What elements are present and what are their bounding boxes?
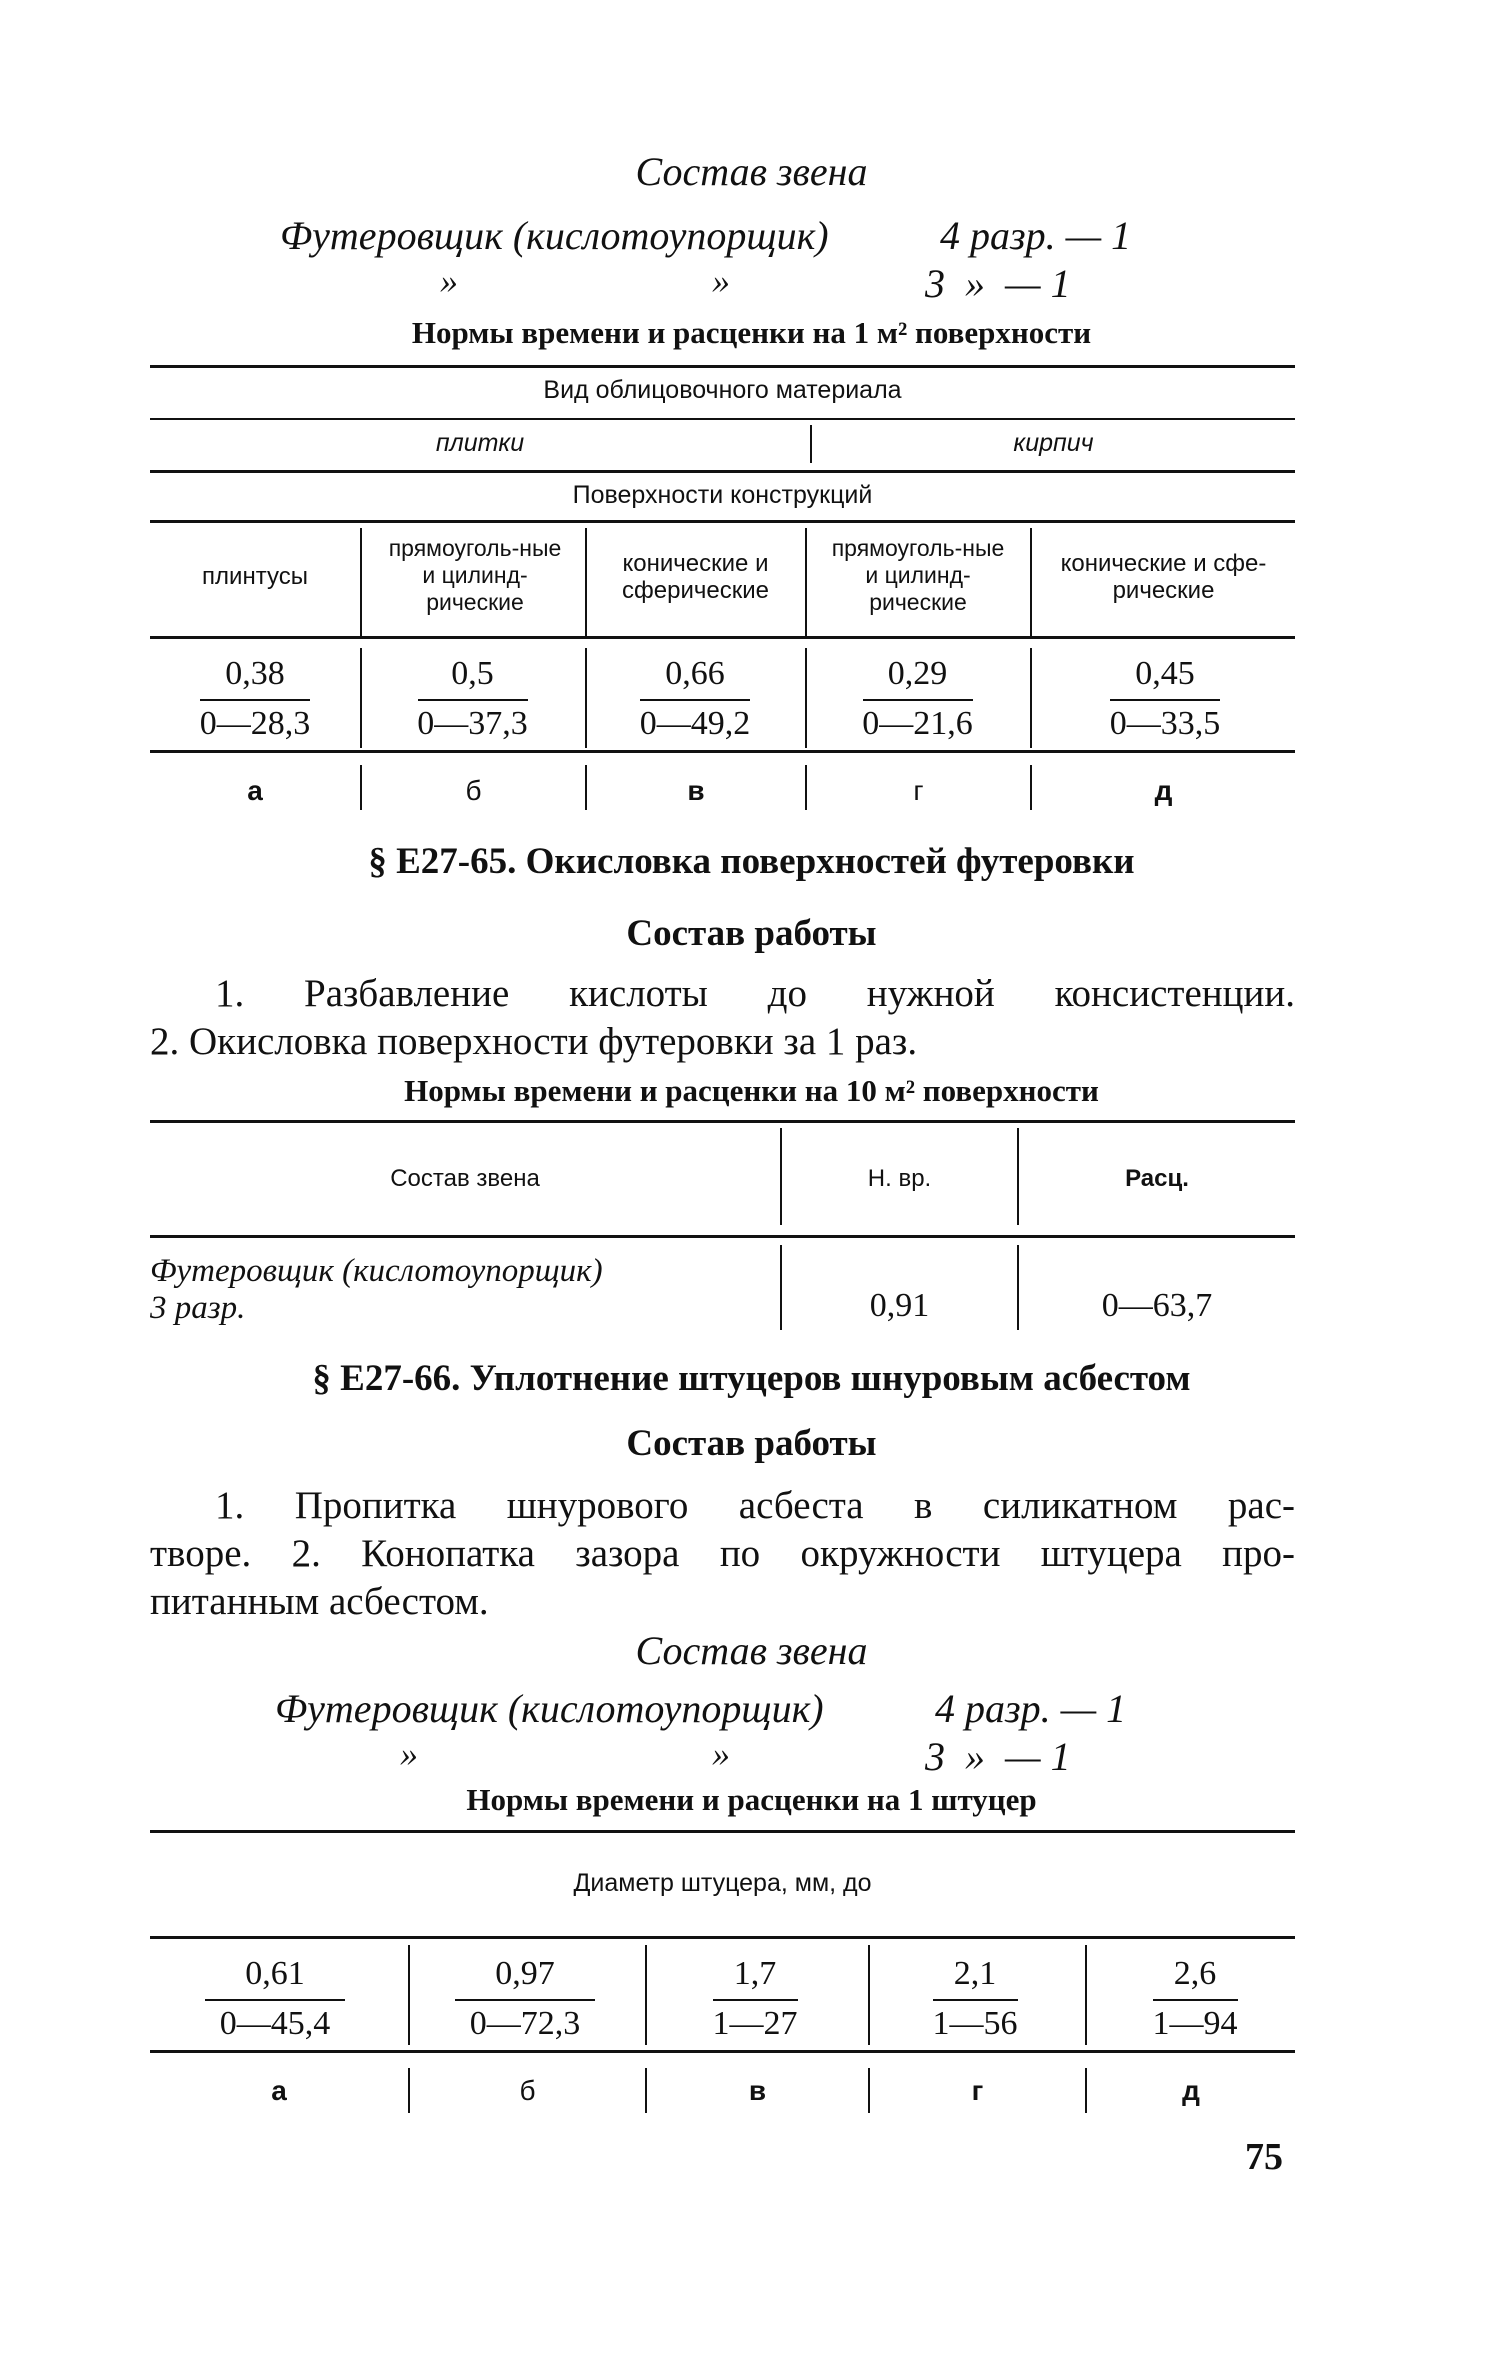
table1-vline-9 bbox=[360, 765, 362, 810]
crew2-line-2-ditto-1: » bbox=[400, 1734, 418, 1774]
table3-vline-6 bbox=[645, 2068, 647, 2113]
table3-vline-5 bbox=[408, 2068, 410, 2113]
table1-vline-11 bbox=[805, 765, 807, 810]
table1-rate-c: 0—49,2 bbox=[639, 705, 751, 742]
table1-rule-2 bbox=[150, 418, 1295, 420]
table1-top-rule bbox=[150, 365, 1295, 368]
table1-group-tiles: плитки bbox=[435, 429, 525, 457]
table1-norm-e: 0,45 bbox=[1135, 655, 1195, 692]
table1-vline-7 bbox=[805, 648, 807, 748]
table3-rate-c: 1—27 bbox=[712, 2005, 798, 2042]
work-text-e27-66-line-3: питанным асбестом. bbox=[150, 1580, 489, 1623]
table3-top-rule bbox=[150, 1830, 1295, 1833]
table1-vline-12 bbox=[1030, 765, 1032, 810]
table1-rate-b: 0—37,3 bbox=[417, 705, 528, 742]
table2-rule-2 bbox=[150, 1235, 1295, 1238]
table3-letter-d: г bbox=[971, 2075, 984, 2106]
norms-caption-3: Нормы времени и расценки на 1 штуцер bbox=[466, 1782, 1037, 1817]
table1-value-b bbox=[380, 655, 565, 743]
table1-material-header: Вид облицовочного материала bbox=[543, 376, 902, 404]
table3-value-a bbox=[170, 1955, 380, 2043]
crew2-line-1-left: Футеровщик (кислотоупорщик) bbox=[275, 1686, 824, 1731]
crew2-line-1-right: 4 разр. — 1 bbox=[935, 1686, 1127, 1731]
table1-vline-10 bbox=[585, 765, 587, 810]
table3-letter-e: д bbox=[1182, 2075, 1200, 2106]
table3-vline-7 bbox=[868, 2068, 870, 2113]
table1-letter-c: в bbox=[687, 775, 705, 806]
table1-rule-5 bbox=[150, 636, 1295, 639]
table1-value-a bbox=[170, 655, 340, 743]
work-text-e27-66-line-2: творе. 2. Конопатка зазора по окружности штуцера про- bbox=[150, 1532, 1295, 1575]
crew-line-1-left: Футеровщик (кислотоупорщик) bbox=[280, 213, 829, 258]
table3-rule-3 bbox=[150, 2050, 1295, 2053]
table1-norm-c: 0,66 bbox=[665, 655, 725, 692]
table1-vline-1 bbox=[360, 528, 362, 636]
table1-vline-5 bbox=[360, 648, 362, 748]
crew-title-2: Состав звена bbox=[635, 1628, 868, 1673]
table1-col-header-b: прямоуголь-ные и цилинд-рические bbox=[388, 535, 562, 615]
table2-top-rule bbox=[150, 1120, 1295, 1123]
table3-rate-a: 0—45,4 bbox=[219, 2005, 331, 2042]
table1-norm-b: 0,5 bbox=[451, 655, 494, 692]
table1-vline-2 bbox=[585, 528, 587, 636]
table3-value-e bbox=[1100, 1955, 1290, 2043]
table2-row-worker-line-2: 3 разр. bbox=[150, 1290, 246, 1326]
table3-norm-c: 1,7 bbox=[733, 1955, 777, 1992]
work-text-e27-65-line-2: 2. Окисловка поверхности футеровки за 1 раз. bbox=[150, 1020, 918, 1063]
crew-line-1-right: 4 разр. — 1 bbox=[940, 213, 1132, 258]
table3-vline-2 bbox=[645, 1945, 647, 2045]
table1-letter-a: а bbox=[247, 775, 263, 806]
table1-rate-d: 0—21,6 bbox=[862, 705, 973, 742]
table3-rate-b: 0—72,3 bbox=[469, 2005, 581, 2042]
table3-vline-3 bbox=[868, 1945, 870, 2045]
table2-col-crew: Состав звена bbox=[390, 1165, 540, 1192]
table1-vline-3 bbox=[805, 528, 807, 636]
table2-row-worker-line-1: Футеровщик (кислотоупорщик) bbox=[150, 1253, 603, 1289]
norms-caption-1: Нормы времени и расценки на 1 м² поверхности bbox=[411, 315, 1092, 350]
table3-vline-4 bbox=[1085, 1945, 1087, 2045]
work-text-e27-65-line-1: 1. Разбавление кислоты до нужной консистенции. bbox=[215, 972, 1295, 1015]
table1-norm-d: 0,29 bbox=[887, 655, 948, 692]
table1-col-header-c: конические и сферические bbox=[622, 550, 769, 604]
table3-rule-2 bbox=[150, 1936, 1295, 1939]
crew2-line-2-right: 3 » — 1 bbox=[925, 1734, 1071, 1779]
table3-diameter-header: Диаметр штуцера, мм, до bbox=[573, 1869, 872, 1897]
norms-caption-2: Нормы времени и расценки на 10 м² поверхности bbox=[404, 1073, 1099, 1108]
table1-rule-4 bbox=[150, 520, 1295, 523]
crew-title: Состав звена bbox=[635, 149, 868, 194]
table1-letter-b: б bbox=[465, 775, 482, 806]
table1-vline-8 bbox=[1030, 648, 1032, 748]
work-title-e27-65: Состав работы bbox=[626, 913, 877, 954]
crew-line-2-right: 3 » — 1 bbox=[925, 261, 1071, 306]
section-heading-e27-65: § Е27-65. Окисловка поверхностей футеровки bbox=[368, 841, 1135, 882]
table3-rate-e: 1—94 bbox=[1152, 2005, 1238, 2042]
work-text-e27-66-line-1: 1. Пропитка шнурового асбеста в силикатном рас- bbox=[215, 1484, 1295, 1527]
table3-letter-a: а bbox=[271, 2075, 287, 2106]
section-heading-e27-66: § Е27-66. Уплотнение штуцеров шнуровым асбестом bbox=[312, 1358, 1191, 1399]
table3-norm-d: 2,1 bbox=[953, 1955, 997, 1992]
table1-col-header-e: конические и сфе-рические bbox=[1060, 550, 1267, 604]
table1-vline-4 bbox=[1030, 528, 1032, 636]
table3-vline-1 bbox=[408, 1945, 410, 2045]
table1-rule-6 bbox=[150, 750, 1295, 753]
table2-row-rate: 0—63,7 bbox=[1101, 1287, 1213, 1324]
work-title-e27-66: Состав работы bbox=[626, 1423, 877, 1464]
table3-norm-a: 0,61 bbox=[245, 1955, 305, 1992]
table2-col-norm: Н. вр. bbox=[867, 1165, 932, 1192]
crew2-line-2-ditto-2: » bbox=[712, 1734, 730, 1774]
table3-letter-b: б bbox=[519, 2075, 536, 2106]
table2-row-norm: 0,91 bbox=[869, 1287, 930, 1324]
page-number: 75 bbox=[1245, 2136, 1283, 2178]
table1-letter-d: г bbox=[913, 775, 924, 806]
table1-rate-a: 0—28,3 bbox=[199, 705, 311, 742]
table1-value-d bbox=[825, 655, 1010, 743]
table3-value-b bbox=[420, 1955, 630, 2043]
table1-col-header-d: прямоуголь-ные и цилинд-рические bbox=[831, 535, 1005, 615]
crew-line-2-ditto-2: » bbox=[712, 261, 730, 301]
table3-norm-b: 0,97 bbox=[495, 1955, 555, 1992]
table1-col-header-a: плинтусы bbox=[202, 563, 308, 590]
table2-col-rate: Расц. bbox=[1125, 1165, 1189, 1192]
table1-letter-e: д bbox=[1154, 775, 1173, 806]
table3-norm-e: 2,6 bbox=[1173, 1955, 1217, 1992]
table3-value-c bbox=[660, 1955, 850, 2043]
table3-value-d bbox=[880, 1955, 1070, 2043]
table3-vline-8 bbox=[1085, 2068, 1087, 2113]
table1-value-c bbox=[605, 655, 785, 743]
table1-value-e bbox=[1060, 655, 1270, 743]
crew-line-2-ditto-1: » bbox=[440, 261, 458, 301]
table1-norm-a: 0,38 bbox=[225, 655, 285, 692]
table3-rate-d: 1—56 bbox=[932, 2005, 1018, 2042]
table1-surface-header: Поверхности конструкций bbox=[572, 481, 873, 509]
table1-vline-6 bbox=[585, 648, 587, 748]
table3-letter-c: в bbox=[748, 2075, 767, 2106]
table1-rule-3 bbox=[150, 470, 1295, 473]
table1-rate-e: 0—33,5 bbox=[1109, 705, 1221, 742]
table1-group-brick: кирпич bbox=[1013, 429, 1094, 457]
